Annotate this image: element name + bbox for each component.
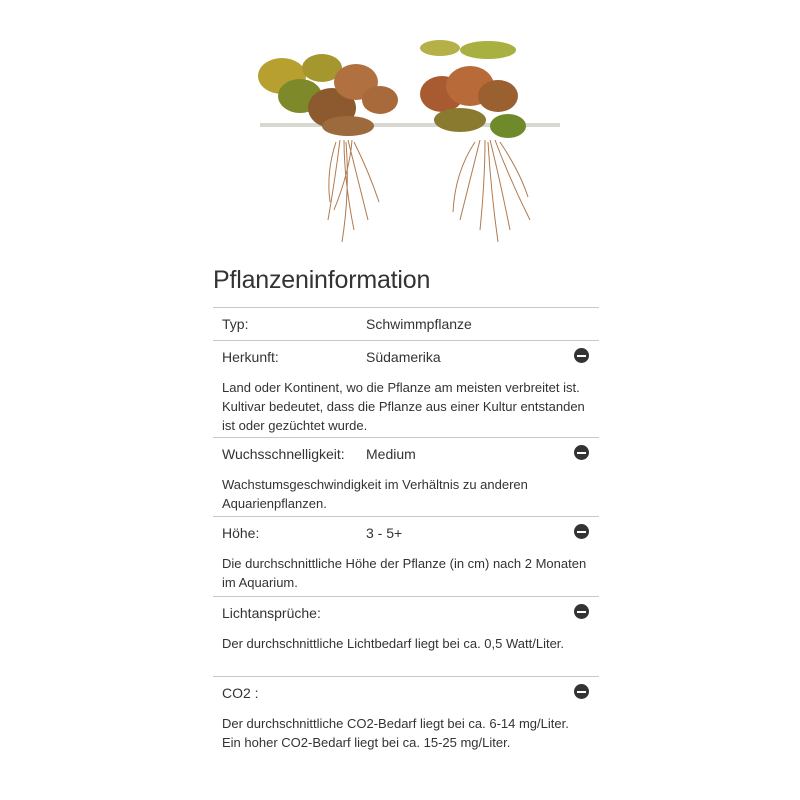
- row-label: Typ:: [222, 316, 249, 332]
- row-wuchsschnelligkeit: [213, 437, 599, 516]
- plant-info-table: [213, 307, 599, 777]
- row-value: Südamerika: [366, 349, 441, 365]
- row-value: 3 - 5+: [366, 525, 403, 541]
- row-label: Lichtansprüche:: [222, 605, 321, 621]
- row-value: Medium: [366, 446, 416, 462]
- row-description: Der durchschnittliche Lichtbedarf liegt bei ca. 0,5 Watt/Liter.: [222, 636, 565, 651]
- collapse-minus-icon[interactable]: [574, 684, 589, 699]
- row-label: Höhe:: [222, 525, 260, 541]
- row-label: Herkunft:: [222, 349, 279, 365]
- row-hoehe: [213, 516, 599, 596]
- page-title: Pflanzeninformation: [213, 266, 431, 294]
- row-description: Die durchschnittliche Höhe der Pflanze (in cm) nach 2 Monaten im Aquarium.: [222, 556, 587, 590]
- row-description: Wachstumsgeschwindigkeit im Verhältnis zu anderen Aquarienpflanzen.: [222, 477, 528, 511]
- row-description: Land oder Kontinent, wo die Pflanze am meisten verbreitet ist. Kultivar bedeutet, dass die Pflanze aus einer Kultur entstanden ist oder gezüchtet wurde.: [222, 380, 585, 433]
- row-value: Schwimmpflanze: [366, 316, 472, 332]
- row-label: Wuchsschnelligkeit:: [222, 446, 345, 462]
- row-co2: [213, 676, 599, 777]
- row-herkunft: [213, 340, 599, 437]
- row-description: Der durchschnittliche CO2-Bedarf liegt bei ca. 6-14 mg/Liter. Ein hoher CO2-Bedarf liegt bei ca. 15-25 mg/Liter.: [222, 716, 569, 750]
- collapse-minus-icon[interactable]: [574, 604, 589, 619]
- collapse-minus-icon[interactable]: [574, 524, 589, 539]
- row-lichtansprueche: [213, 596, 599, 676]
- collapse-minus-icon[interactable]: [574, 348, 589, 363]
- plant-illustration: [240, 30, 560, 270]
- row-typ: [213, 307, 599, 340]
- collapse-minus-icon[interactable]: [574, 445, 589, 460]
- row-label: CO2 :: [222, 685, 259, 701]
